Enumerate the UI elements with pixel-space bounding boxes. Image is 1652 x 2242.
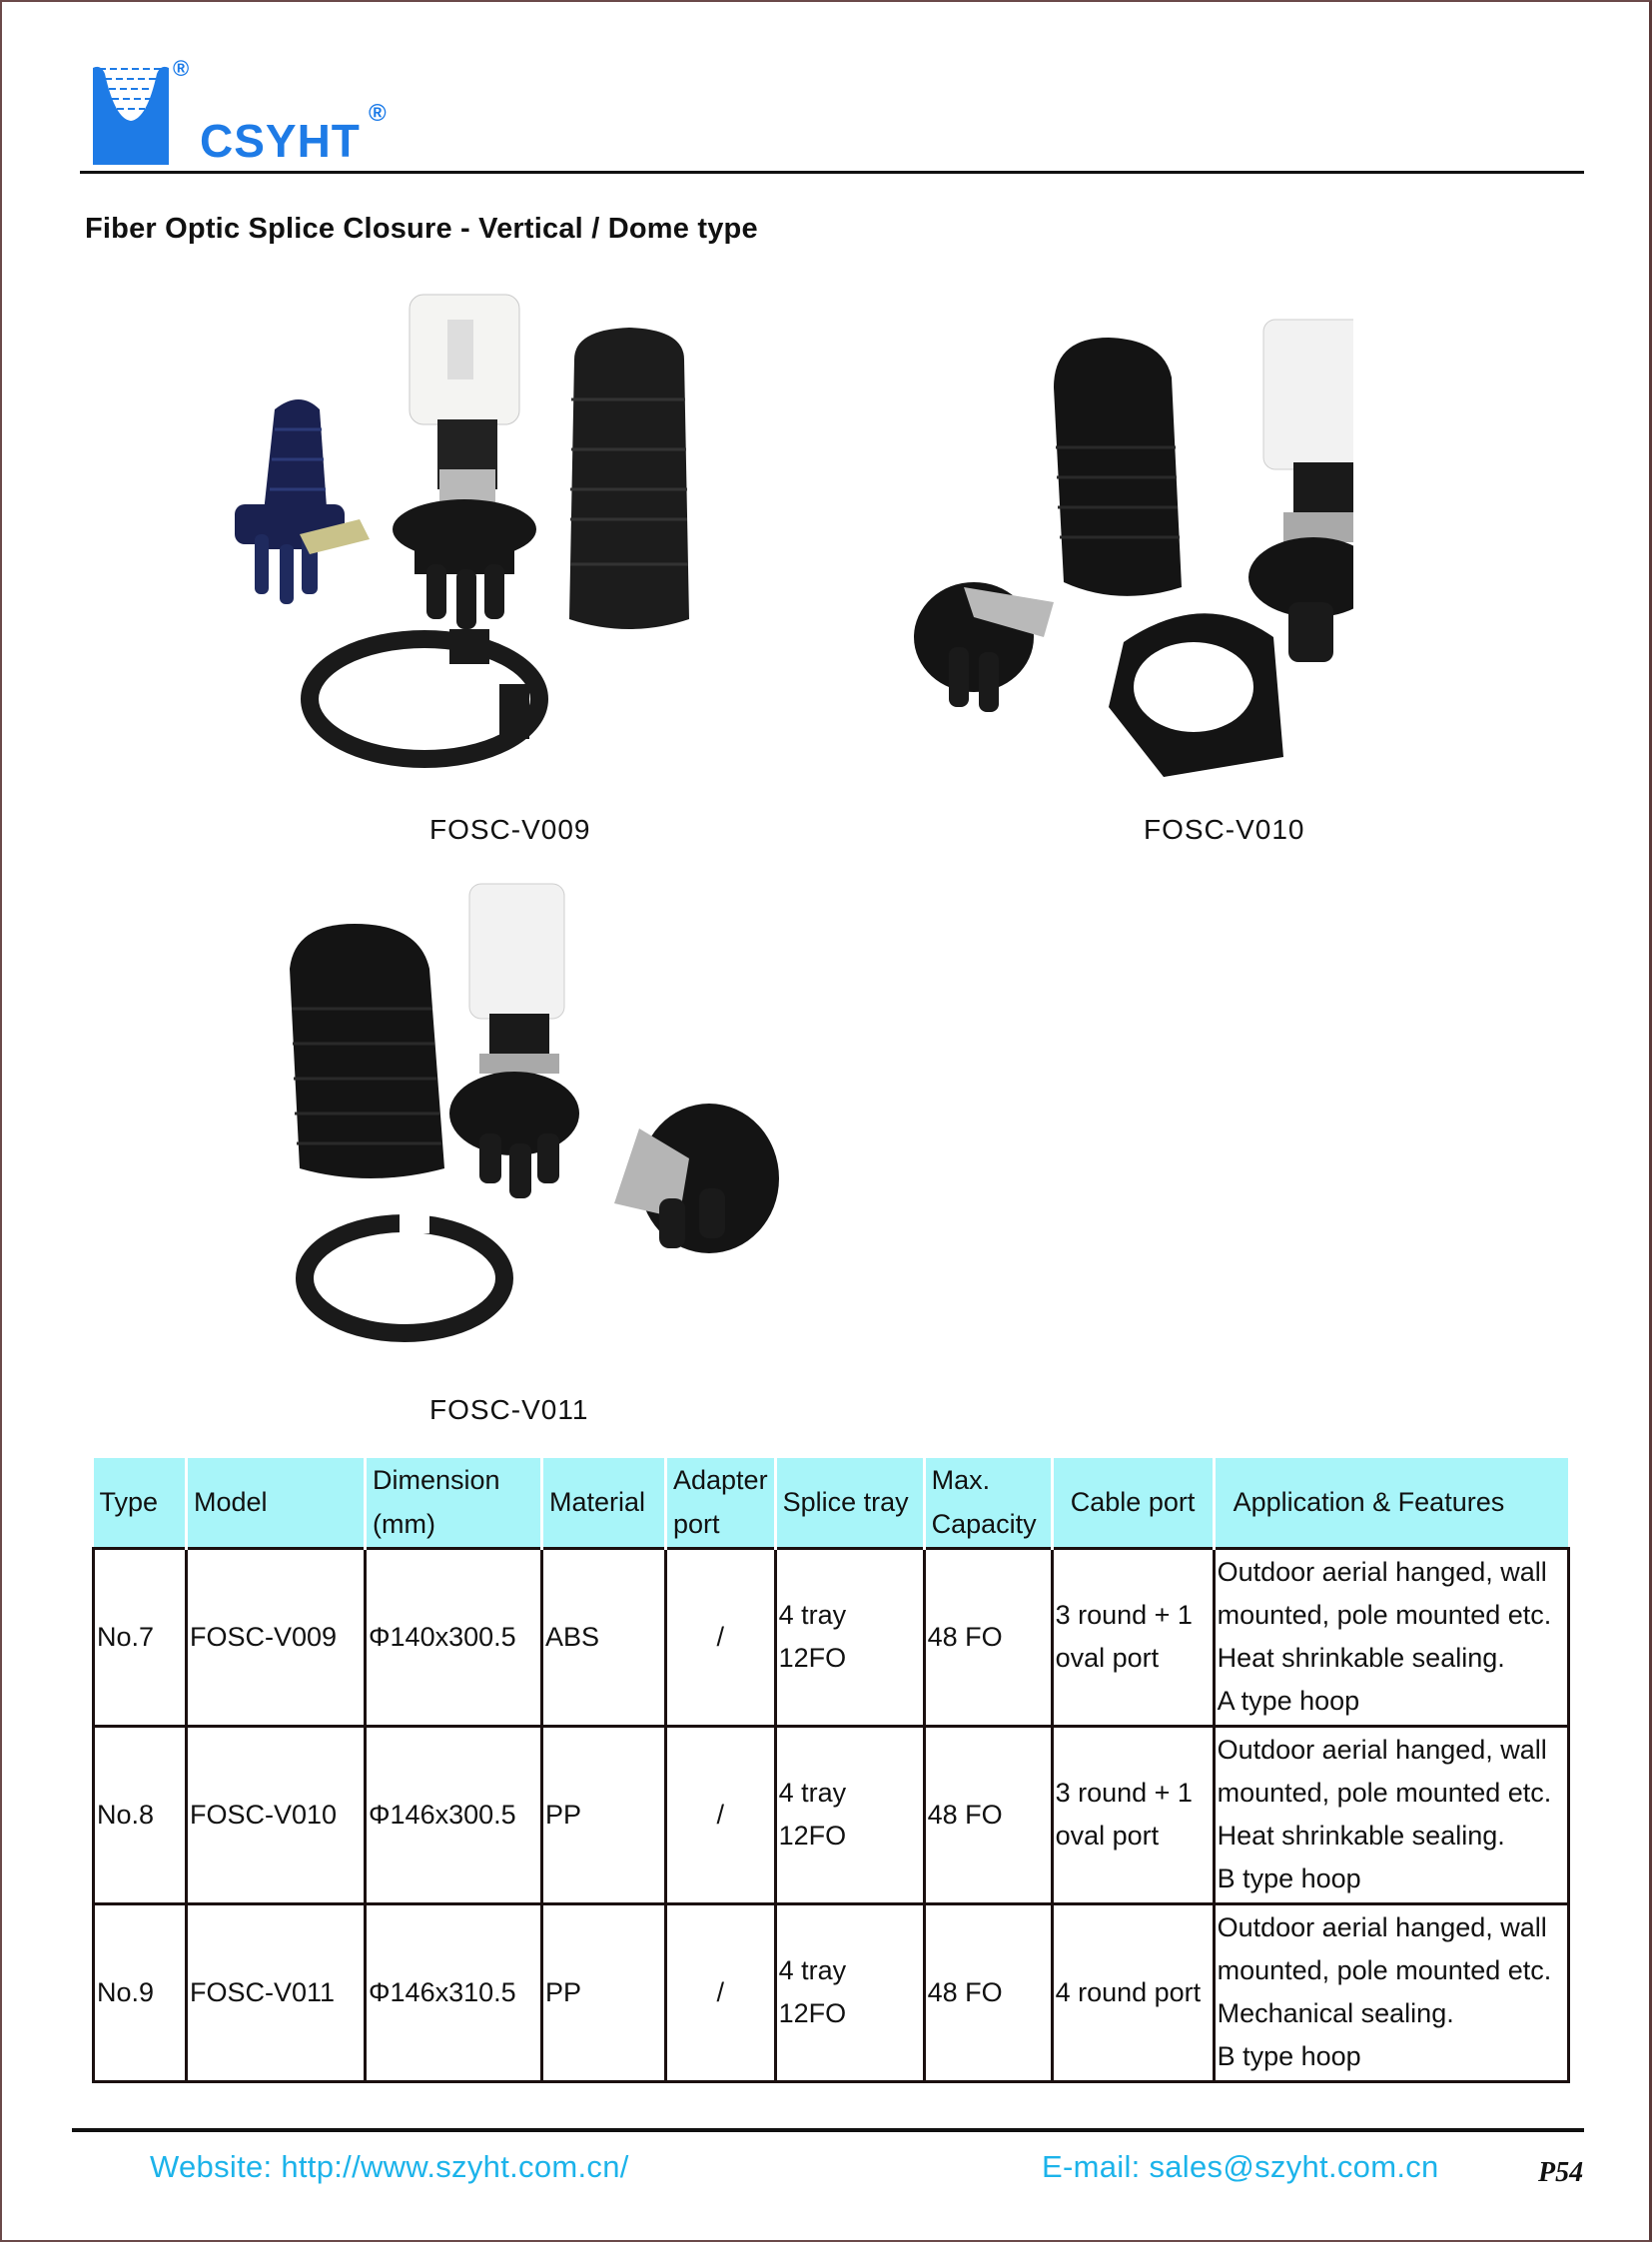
column-header-material: Material: [542, 1458, 666, 1548]
cell-cable-port: 3 round + 1 oval port: [1052, 1726, 1214, 1903]
cell-model: FOSC-V010: [187, 1726, 366, 1903]
cell-model: FOSC-V009: [187, 1548, 366, 1726]
cell-max-capacity: 48 FO: [924, 1903, 1052, 2081]
cell-max-capacity: 48 FO: [924, 1548, 1052, 1726]
cell-adapter-port: /: [666, 1903, 776, 2081]
column-header-application-features: Application & Features: [1214, 1458, 1568, 1548]
email-link[interactable]: E-mail: sales@szyht.com.cn: [1042, 2149, 1439, 2184]
product-caption: FOSC-V009: [429, 814, 591, 845]
cell-type: No.9: [94, 1903, 187, 2081]
brand-logo-icon: [93, 64, 169, 165]
cell-splice-tray: 4 tray 12FO: [775, 1726, 924, 1903]
column-header-model: Model: [187, 1458, 366, 1548]
page-number: P54: [1538, 2157, 1584, 2188]
page-title: Fiber Optic Splice Closure - Vertical / Dome type: [85, 213, 758, 245]
cell-cable-port: 3 round + 1 oval port: [1052, 1548, 1214, 1726]
product-image-fosc-v010: [904, 318, 1353, 797]
product-image-fosc-v011: [270, 879, 809, 1368]
product-caption: FOSC-V010: [1144, 814, 1305, 845]
cell-adapter-port: /: [666, 1726, 776, 1903]
column-header-cable-port: Cable port: [1052, 1458, 1214, 1548]
website-link[interactable]: Website: http://www.szyht.com.cn/: [150, 2149, 629, 2184]
specification-table: [92, 1458, 1570, 2083]
cell-dimension: Φ140x300.5: [366, 1548, 542, 1726]
product-caption: FOSC-V011: [429, 1394, 589, 1425]
cell-dimension: Φ146x300.5: [366, 1726, 542, 1903]
cell-model: FOSC-V011: [187, 1903, 366, 2081]
cell-application-features: Outdoor aerial hanged, wall mounted, pole mounted etc. Mechanical sealing. B type hoop: [1214, 1903, 1568, 2081]
column-header-dimension: Dimension (mm): [366, 1458, 542, 1548]
cell-dimension: Φ146x310.5: [366, 1903, 542, 2081]
cell-splice-tray: 4 tray 12FO: [775, 1903, 924, 2081]
cell-max-capacity: 48 FO: [924, 1726, 1052, 1903]
column-header-max-capacity: Max. Capacity: [924, 1458, 1052, 1548]
cell-material: PP: [542, 1726, 666, 1903]
column-header-type: Type: [94, 1458, 187, 1548]
table-row: [94, 1548, 1569, 1726]
cell-application-features: Outdoor aerial hanged, wall mounted, pole mounted etc. Heat shrinkable sealing. B type hoop: [1214, 1726, 1568, 1903]
cell-splice-tray: 4 tray 12FO: [775, 1548, 924, 1726]
cell-type: No.7: [94, 1548, 187, 1726]
column-header-adapter-port: Adapter port: [666, 1458, 776, 1548]
cell-adapter-port: /: [666, 1548, 776, 1726]
table-header-row: [94, 1458, 1569, 1548]
product-image-fosc-v009: [220, 290, 699, 789]
cell-material: ABS: [542, 1548, 666, 1726]
registered-mark-icon: ®: [369, 100, 387, 127]
cell-material: PP: [542, 1903, 666, 2081]
cell-cable-port: 4 round port: [1052, 1903, 1214, 2081]
footer-divider: [72, 2128, 1584, 2132]
header-divider: [80, 171, 1584, 174]
cell-type: No.8: [94, 1726, 187, 1903]
registered-mark-icon: ®: [173, 56, 190, 81]
table-row: [94, 1903, 1569, 2081]
column-header-splice-tray: Splice tray: [775, 1458, 924, 1548]
cell-application-features: Outdoor aerial hanged, wall mounted, pole mounted etc. Heat shrinkable sealing. A type hoop: [1214, 1548, 1568, 1726]
brand-name: CSYHT: [200, 115, 361, 167]
table-row: [94, 1726, 1569, 1903]
